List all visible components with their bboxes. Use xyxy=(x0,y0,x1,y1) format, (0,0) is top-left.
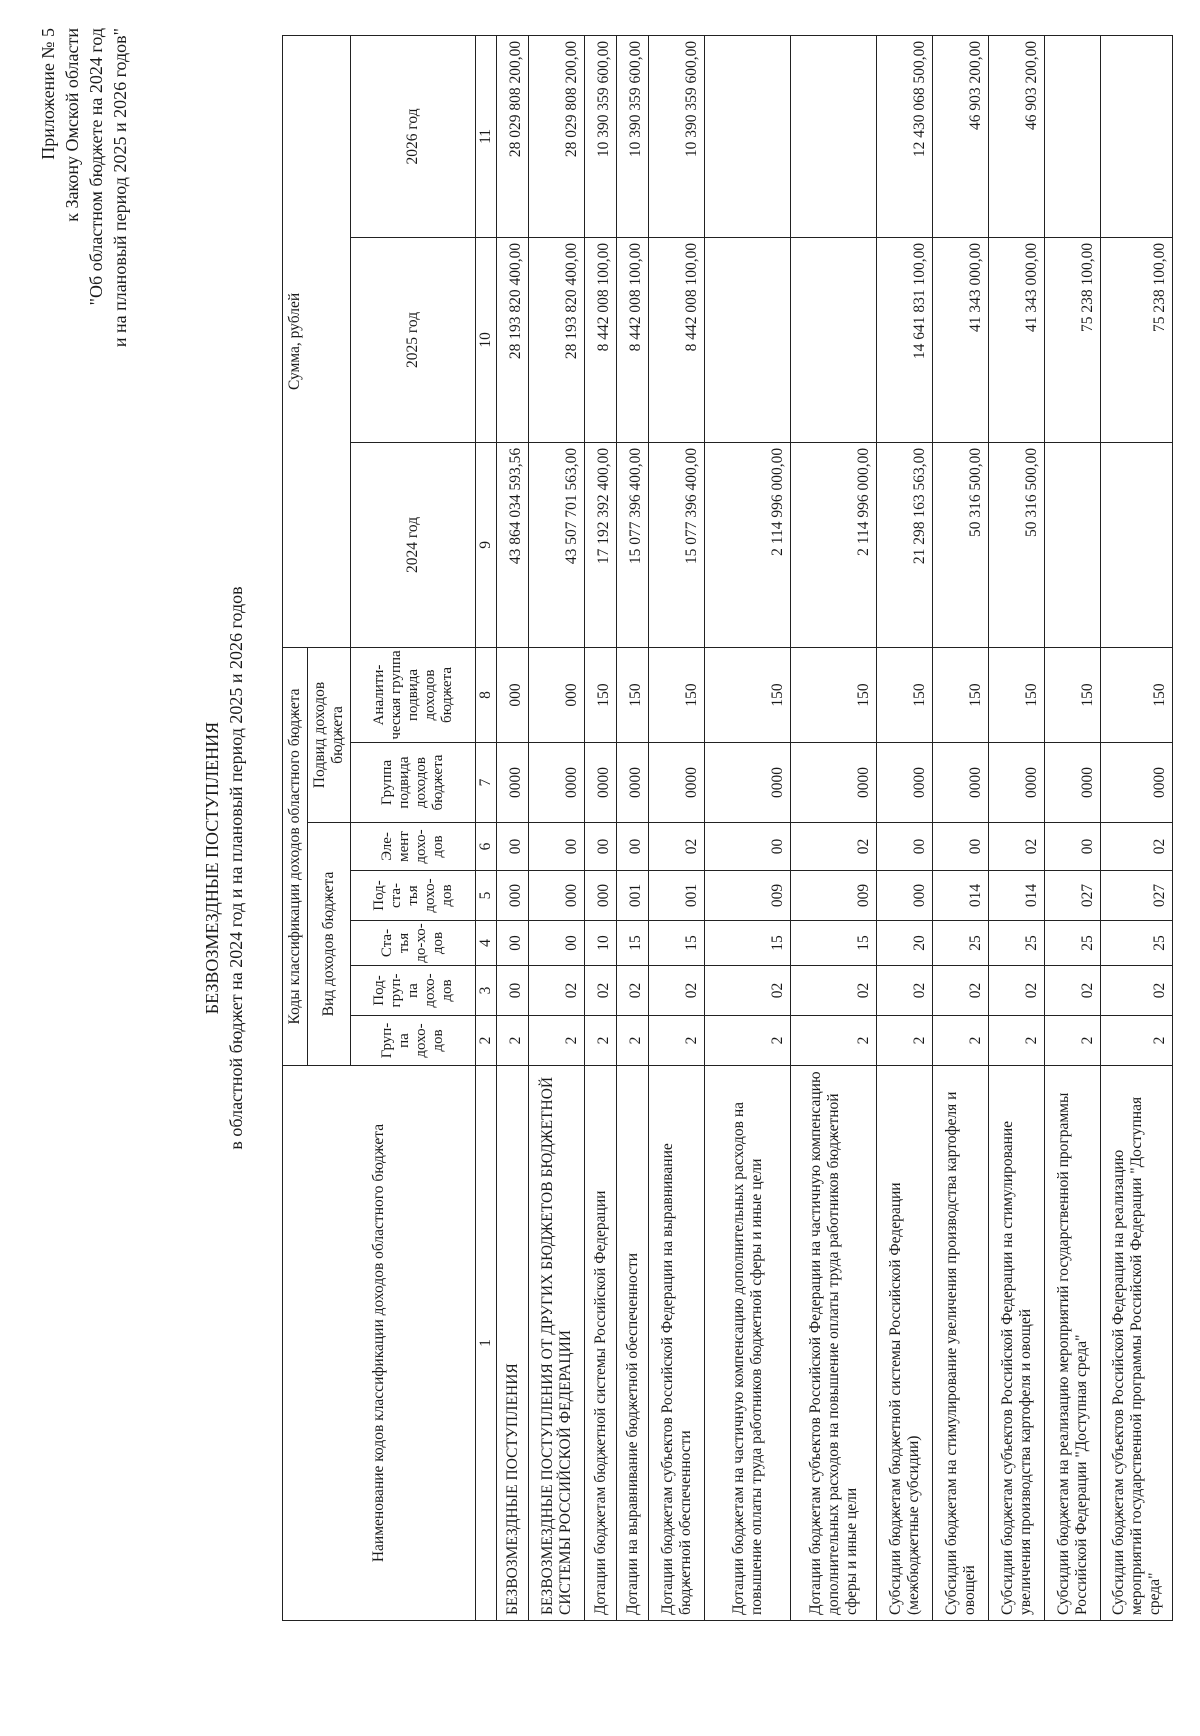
cell-article: 15 xyxy=(649,921,705,966)
cell-subgroup: 02 xyxy=(1101,966,1173,1016)
document-subtitle: в областной бюджет на 2024 год и на плановый период 2025 и 2026 годов xyxy=(226,586,246,1150)
column-number: 1 xyxy=(476,1066,497,1621)
cell-subarticle: 000 xyxy=(497,871,529,921)
cell-2024: 43 507 701 563,00 xyxy=(529,442,585,647)
cell-element: 00 xyxy=(933,823,989,871)
cell-article: 20 xyxy=(877,921,933,966)
cell-2025: 8 442 008 100,00 xyxy=(585,237,617,442)
header-podvid: Подвид доходов бюджета xyxy=(308,647,351,822)
revenue-table xyxy=(282,35,1173,1621)
table-row xyxy=(877,35,933,1620)
cell-subgroup: 02 xyxy=(1045,966,1101,1016)
cell-subgroup: 02 xyxy=(989,966,1045,1016)
cell-group: 2 xyxy=(617,1016,649,1066)
cell-article: 25 xyxy=(989,921,1045,966)
cell-name: БЕЗВОЗМЕЗДНЫЕ ПОСТУПЛЕНИЯ ОТ ДРУГИХ БЮДЖЕТОВ БЮДЖЕТНОЙ СИСТЕМЫ РОССИЙСКОЙ ФЕДЕРАЦИИ xyxy=(529,1066,585,1621)
cell-analytic-group: 000 xyxy=(529,647,585,742)
cell-2026: 10 390 359 600,00 xyxy=(585,35,617,237)
header-group: Груп-па дохо-дов xyxy=(351,1016,476,1066)
cell-element: 00 xyxy=(497,823,529,871)
column-number: 3 xyxy=(476,966,497,1016)
cell-2025 xyxy=(705,237,791,442)
table-row xyxy=(933,35,989,1620)
column-number: 8 xyxy=(476,647,497,742)
column-number: 5 xyxy=(476,871,497,921)
table-row xyxy=(529,35,585,1620)
cell-2024: 17 192 392 400,00 xyxy=(585,442,617,647)
cell-element: 00 xyxy=(617,823,649,871)
header-analytic-group: Аналити-ческая группа подвида доходов бюджета xyxy=(351,647,476,742)
cell-2026 xyxy=(1045,35,1101,237)
cell-2025: 8 442 008 100,00 xyxy=(649,237,705,442)
column-number: 6 xyxy=(476,823,497,871)
cell-subarticle: 001 xyxy=(649,871,705,921)
document-title: БЕЗВОЗМЕЗДНЫЕ ПОСТУПЛЕНИЯ xyxy=(202,721,222,1015)
cell-name: Дотации бюджетам субъектов Российской Федерации на выравнивание бюджетной обеспеченности xyxy=(649,1066,705,1621)
cell-element: 02 xyxy=(989,823,1045,871)
cell-podvid-group: 0000 xyxy=(791,743,877,823)
table-row xyxy=(497,35,529,1620)
cell-group: 2 xyxy=(1045,1016,1101,1066)
cell-2024: 15 077 396 400,00 xyxy=(649,442,705,647)
header-sum: Сумма, рублей xyxy=(283,35,351,647)
header-vid: Вид доходов бюджета xyxy=(308,823,351,1066)
cell-2025 xyxy=(791,237,877,442)
cell-subarticle: 027 xyxy=(1101,871,1173,921)
cell-name: Дотации на выравнивание бюджетной обеспеченности xyxy=(617,1066,649,1621)
cell-2026 xyxy=(705,35,791,237)
cell-name: Субсидии бюджетам бюджетной системы Российской Федерации (межбюджетные субсидии) xyxy=(877,1066,933,1621)
cell-element: 02 xyxy=(1101,823,1173,871)
cell-2026: 28 029 808 200,00 xyxy=(497,35,529,237)
cell-2024: 15 077 396 400,00 xyxy=(617,442,649,647)
cell-article: 10 xyxy=(585,921,617,966)
cell-2026: 12 430 068 500,00 xyxy=(877,35,933,237)
cell-2026: 46 903 200,00 xyxy=(989,35,1045,237)
cell-article: 00 xyxy=(497,921,529,966)
appendix-line: к Закону Омской области xyxy=(62,28,82,222)
cell-analytic-group: 150 xyxy=(791,647,877,742)
cell-subgroup: 02 xyxy=(877,966,933,1016)
cell-subarticle: 027 xyxy=(1045,871,1101,921)
cell-subarticle: 000 xyxy=(529,871,585,921)
cell-2025: 75 238 100,00 xyxy=(1101,237,1173,442)
cell-podvid-group: 0000 xyxy=(585,743,617,823)
cell-podvid-group: 0000 xyxy=(617,743,649,823)
table-row xyxy=(585,35,617,1620)
header-codes: Коды классификации доходов областного бюджета xyxy=(283,647,308,1065)
header-year-2024: 2024 год xyxy=(351,442,476,647)
cell-name: Дотации бюджетам бюджетной системы Российской Федерации xyxy=(585,1066,617,1621)
cell-article: 15 xyxy=(791,921,877,966)
cell-group: 2 xyxy=(649,1016,705,1066)
column-number: 4 xyxy=(476,921,497,966)
table-row xyxy=(649,35,705,1620)
cell-analytic-group: 150 xyxy=(649,647,705,742)
cell-podvid-group: 0000 xyxy=(1101,743,1173,823)
cell-group: 2 xyxy=(933,1016,989,1066)
column-number: 9 xyxy=(476,442,497,647)
cell-subgroup: 02 xyxy=(791,966,877,1016)
cell-2026: 28 029 808 200,00 xyxy=(529,35,585,237)
cell-article: 00 xyxy=(529,921,585,966)
cell-element: 02 xyxy=(791,823,877,871)
cell-analytic-group: 150 xyxy=(877,647,933,742)
cell-2024: 50 316 500,00 xyxy=(989,442,1045,647)
cell-podvid-group: 0000 xyxy=(933,743,989,823)
header-element: Эле-мент дохо-дов xyxy=(351,823,476,871)
column-number: 11 xyxy=(476,35,497,237)
cell-analytic-group: 150 xyxy=(933,647,989,742)
cell-subarticle: 001 xyxy=(617,871,649,921)
cell-group: 2 xyxy=(705,1016,791,1066)
cell-2026 xyxy=(1101,35,1173,237)
cell-element: 02 xyxy=(649,823,705,871)
cell-2025: 28 193 820 400,00 xyxy=(497,237,529,442)
cell-element: 00 xyxy=(705,823,791,871)
cell-2024: 21 298 163 563,00 xyxy=(877,442,933,647)
header-article: Ста-тья до-хо-дов xyxy=(351,921,476,966)
cell-subgroup: 02 xyxy=(649,966,705,1016)
cell-name: Субсидии бюджетам на стимулирование увеличения производства картофеля и овощей xyxy=(933,1066,989,1621)
cell-name: Дотации бюджетам на частичную компенсацию дополнительных расходов на повышение оплаты труда работников бюджетной сферы и иные цели xyxy=(705,1066,791,1621)
header-year-2026: 2026 год xyxy=(351,35,476,237)
cell-article: 15 xyxy=(705,921,791,966)
cell-article: 25 xyxy=(1101,921,1173,966)
header-name: Наименование кодов классификации доходов областного бюджета xyxy=(283,1066,476,1621)
cell-2024: 2 114 996 000,00 xyxy=(791,442,877,647)
cell-analytic-group: 000 xyxy=(497,647,529,742)
cell-analytic-group: 150 xyxy=(1045,647,1101,742)
cell-2025: 14 641 831 100,00 xyxy=(877,237,933,442)
cell-2026 xyxy=(791,35,877,237)
cell-group: 2 xyxy=(585,1016,617,1066)
cell-podvid-group: 0000 xyxy=(989,743,1045,823)
cell-element: 00 xyxy=(1045,823,1101,871)
cell-2024: 50 316 500,00 xyxy=(933,442,989,647)
cell-group: 2 xyxy=(497,1016,529,1066)
cell-analytic-group: 150 xyxy=(585,647,617,742)
cell-element: 00 xyxy=(877,823,933,871)
cell-article: 15 xyxy=(617,921,649,966)
cell-subgroup: 02 xyxy=(617,966,649,1016)
table-row xyxy=(1045,35,1101,1620)
cell-2024 xyxy=(1101,442,1173,647)
cell-group: 2 xyxy=(791,1016,877,1066)
cell-subgroup: 02 xyxy=(585,966,617,1016)
cell-group: 2 xyxy=(877,1016,933,1066)
cell-podvid-group: 0000 xyxy=(497,743,529,823)
cell-2025: 8 442 008 100,00 xyxy=(617,237,649,442)
cell-subgroup: 02 xyxy=(933,966,989,1016)
cell-podvid-group: 0000 xyxy=(529,743,585,823)
cell-group: 2 xyxy=(1101,1016,1173,1066)
cell-subgroup: 02 xyxy=(529,966,585,1016)
cell-analytic-group: 150 xyxy=(1101,647,1173,742)
cell-2026: 46 903 200,00 xyxy=(933,35,989,237)
cell-name: Субсидии бюджетам субъектов Российской Федерации на реализацию мероприятий государственной программы Российской Федерации "Доступная среда" xyxy=(1101,1066,1173,1621)
cell-2025: 28 193 820 400,00 xyxy=(529,237,585,442)
cell-name: Дотации бюджетам субъектов Российской Федерации на частичную компенсацию дополнительных расходов на повышение оплаты труда работников бюджетной сферы и иные цели xyxy=(791,1066,877,1621)
header-subgroup: Под-груп-па дохо-дов xyxy=(351,966,476,1016)
column-number-row xyxy=(476,35,497,1620)
cell-2025: 41 343 000,00 xyxy=(933,237,989,442)
appendix-line: Приложение № 5 xyxy=(38,28,58,160)
cell-name: БЕЗВОЗМЕЗДНЫЕ ПОСТУПЛЕНИЯ xyxy=(497,1066,529,1621)
header-subarticle: Под-ста-тья дохо-дов xyxy=(351,871,476,921)
cell-subarticle: 009 xyxy=(791,871,877,921)
cell-name: Субсидии бюджетам субъектов Российской Федерации на стимулирование увеличения производства картофеля и овощей xyxy=(989,1066,1045,1621)
cell-analytic-group: 150 xyxy=(617,647,649,742)
cell-2025: 41 343 000,00 xyxy=(989,237,1045,442)
cell-2024: 2 114 996 000,00 xyxy=(705,442,791,647)
cell-name: Субсидии бюджетам на реализацию мероприятий государственной программы Российской Федерации "Доступная среда" xyxy=(1045,1066,1101,1621)
cell-subarticle: 000 xyxy=(585,871,617,921)
cell-podvid-group: 0000 xyxy=(649,743,705,823)
cell-podvid-group: 0000 xyxy=(1045,743,1101,823)
cell-subarticle: 014 xyxy=(933,871,989,921)
cell-podvid-group: 0000 xyxy=(877,743,933,823)
table-row xyxy=(1101,35,1173,1620)
cell-2024: 43 864 034 593,56 xyxy=(497,442,529,647)
cell-podvid-group: 0000 xyxy=(705,743,791,823)
cell-subarticle: 009 xyxy=(705,871,791,921)
cell-article: 25 xyxy=(933,921,989,966)
cell-2024 xyxy=(1045,442,1101,647)
cell-subgroup: 02 xyxy=(705,966,791,1016)
cell-group: 2 xyxy=(989,1016,1045,1066)
cell-2026: 10 390 359 600,00 xyxy=(617,35,649,237)
table-row xyxy=(617,35,649,1620)
cell-group: 2 xyxy=(529,1016,585,1066)
table-row xyxy=(989,35,1045,1620)
table-row xyxy=(705,35,791,1620)
cell-analytic-group: 150 xyxy=(989,647,1045,742)
cell-element: 00 xyxy=(529,823,585,871)
cell-2026: 10 390 359 600,00 xyxy=(649,35,705,237)
header-year-2025: 2025 год xyxy=(351,237,476,442)
appendix-note xyxy=(36,28,132,347)
appendix-line: "Об областном бюджете на 2024 год xyxy=(86,28,106,306)
appendix-line: и на плановый период 2025 и 2026 годов" xyxy=(110,28,130,348)
table-row xyxy=(791,35,877,1620)
header-podvid-group: Группа подвида доходов бюджета xyxy=(351,743,476,823)
column-number: 2 xyxy=(476,1016,497,1066)
cell-subarticle: 000 xyxy=(877,871,933,921)
title-block xyxy=(200,0,248,1736)
cell-subgroup: 00 xyxy=(497,966,529,1016)
column-number: 10 xyxy=(476,237,497,442)
cell-2025: 75 238 100,00 xyxy=(1045,237,1101,442)
cell-article: 25 xyxy=(1045,921,1101,966)
cell-element: 00 xyxy=(585,823,617,871)
cell-subarticle: 014 xyxy=(989,871,1045,921)
cell-analytic-group: 150 xyxy=(705,647,791,742)
column-number: 7 xyxy=(476,743,497,823)
